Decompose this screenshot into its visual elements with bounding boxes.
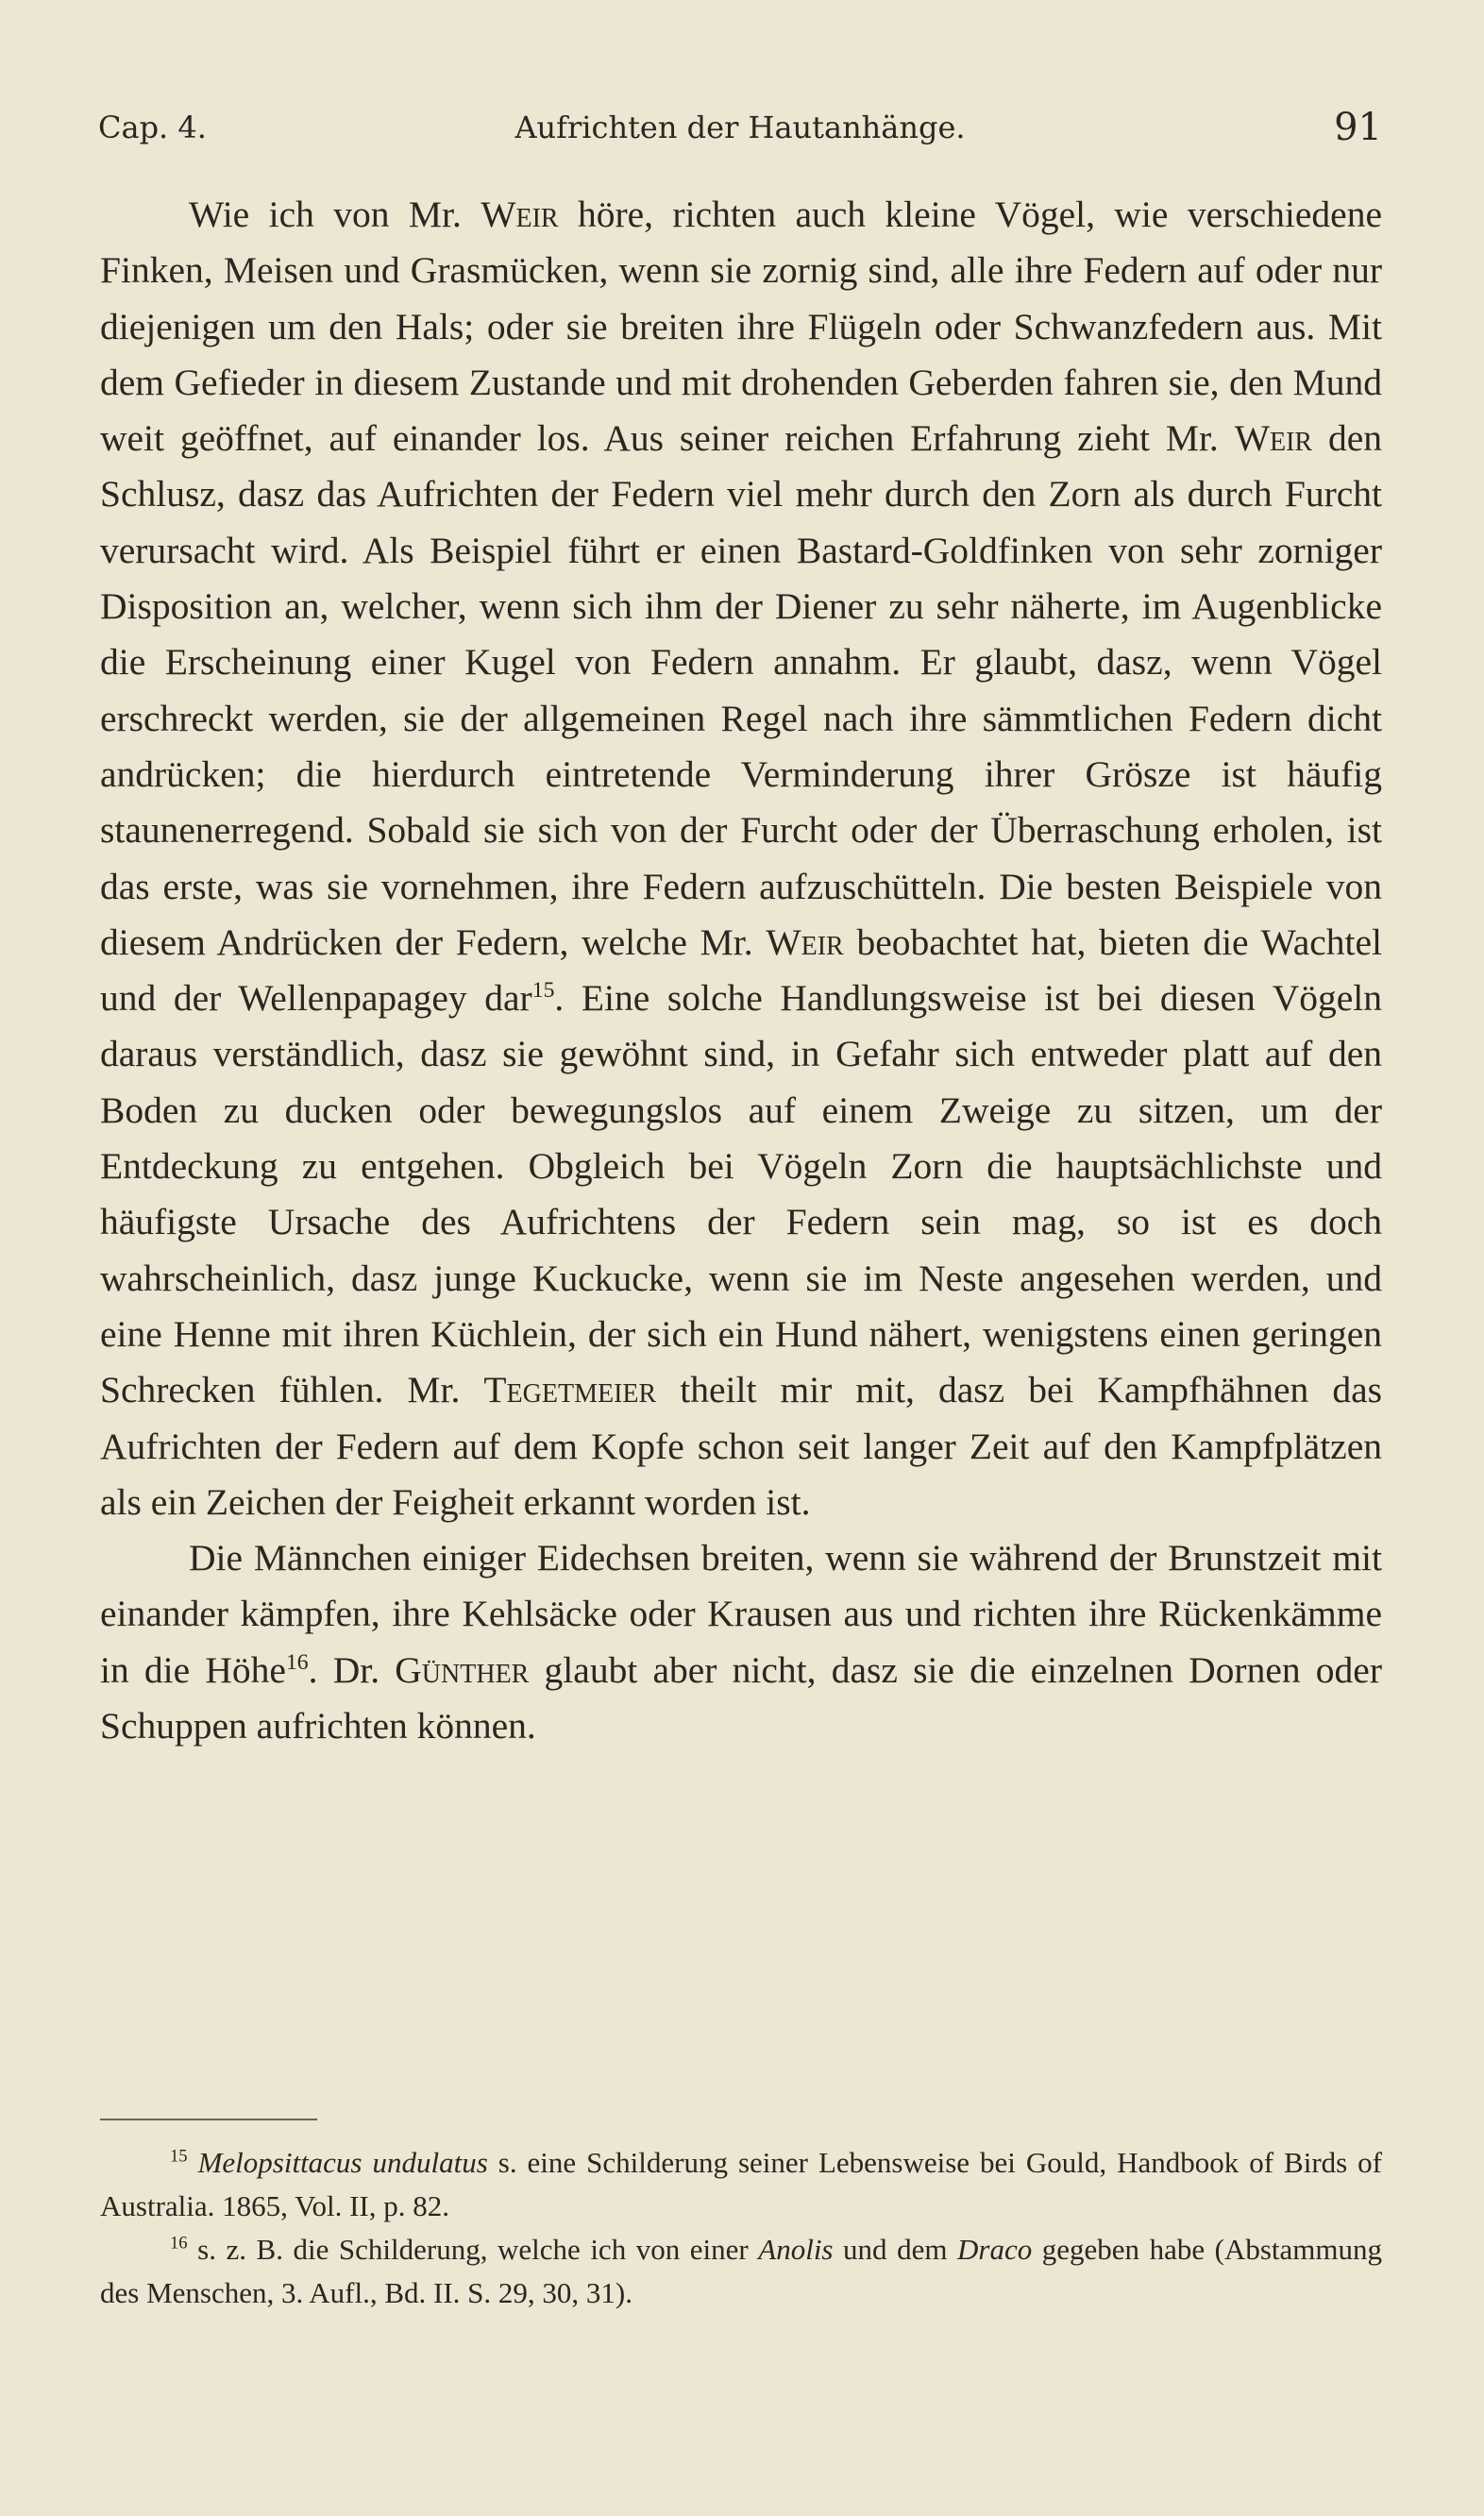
- text-run: höre, richten auch kleine Vögel, wie verschiedene Finken, Meisen und Grasmücken, wenn sie zornig sind, alle ihre Federn auf oder nur diejenigen um den Hals; oder sie breiten ihre Flügeln oder Schwanzfedern aus. Mit dem Gefieder in diesem Zustande und mit drohenden Geberden fahren sie, den Mund weit geöffnet, auf einander los. Aus seiner reichen Erfahrung zieht Mr.: [100, 194, 1382, 460]
- text-run: s. z. B. die Schilderung, welche ich von einer: [187, 2233, 759, 2266]
- text-run: Die Männchen einiger Eidechsen breiten, wenn sie während der Brunstzeit mit einander kämpfen, ihre Kehlsäcke oder Krausen aus und richten ihre Rückenkämme in die Höhe: [100, 1537, 1382, 1691]
- footnote-ref[interactable]: 16: [285, 1649, 309, 1675]
- page-number: 91: [1334, 106, 1382, 149]
- footnote-number: 15: [170, 2146, 188, 2167]
- text-run: . Dr.: [308, 1648, 396, 1691]
- species-name: Melopsittacus undulatus: [197, 2146, 488, 2179]
- running-title: Aufrichten der Hautanhänge.: [514, 110, 966, 145]
- text-run: s. eine Schilderung seiner Lebensweise bei Gould, Handbook of Birds of Australia. 1865, Vol. II, p. 82.: [100, 2146, 1383, 2222]
- text-run: und dem: [833, 2233, 957, 2266]
- author-name: Weir: [766, 920, 844, 963]
- chapter-label: Cap. 4.: [98, 110, 207, 145]
- footnote-number: 16: [170, 2233, 188, 2254]
- author-name: Tegetmeier: [483, 1369, 657, 1411]
- paragraph: [100, 187, 1382, 1530]
- paragraph: [100, 1530, 1382, 1754]
- footnotes: [100, 2141, 1382, 2315]
- footnote: [100, 2228, 1382, 2315]
- author-name: Günther: [395, 1648, 530, 1691]
- text-run: gegeben habe (Abstammung des Menschen, 3. Aufl., Bd. II. S. 29, 30, 31).: [100, 2233, 1383, 2309]
- text-run: glaubt aber nicht, dasz sie die einzelnen Dornen oder Schuppen aufrichten können.: [100, 1648, 1382, 1748]
- author-name: Weir: [1234, 417, 1313, 460]
- genus-name: Anolis: [758, 2233, 834, 2266]
- running-header: [98, 104, 1382, 151]
- text-run: Wie ich von Mr.: [189, 194, 481, 235]
- main-text: [100, 187, 1382, 1754]
- footnote-ref[interactable]: 15: [531, 978, 555, 1003]
- text-run: beobachtet hat, bieten die Wachtel und der Wellenpapagey dar: [100, 920, 1382, 1020]
- author-name: Weir: [481, 194, 559, 235]
- footnote: [100, 2141, 1382, 2228]
- footnote-divider: [100, 2119, 317, 2120]
- genus-name: Draco: [957, 2233, 1033, 2266]
- text-run: den Schlusz, dasz das Aufrichten der Federn viel mehr durch den Zorn als durch Furcht verursacht wird. Als Beispiel führt er einen Bastard-Goldfinken von sehr zorniger Disposition an, welcher, wenn sich ihm der Diener zu sehr näherte, im Augenblicke die Erscheinung einer Kugel von Federn annahm. Er glaubt, dasz, wenn Vögel erschreckt werden, sie der allgemeinen Regel nach ihre sämmtlichen Federn dicht andrücken; die hierdurch eintretende Verminderung ihrer Grösze ist häufig staunenerregend. Sobald sie sich von der Furcht oder der Überraschung erholen, ist das erste, was sie vornehmen, ihre Federn aufzuschütteln. Die besten Beispiele von diesem Andrücken der Federn, welche Mr.: [100, 417, 1382, 963]
- text-run: theilt mir mit, dasz bei Kampfhähnen das Aufrichten der Federn auf dem Kopfe schon seit langer Zeit auf den Kampfplätzen als ein Zeichen der Feigheit erkannt worden ist.: [100, 1369, 1382, 1523]
- text-run: . Eine solche Handlungsweise ist bei diesen Vögeln daraus verständlich, dasz sie gewöhnt sind, in Gefahr sich entweder platt auf den Boden zu ducken oder bewegungslos auf einem Zweige zu sitzen, um der Entdeckung zu entgehen. Obgleich bei Vögeln Zorn die hauptsächlichste und häufigste Ursache des Aufrichtens der Federn sein mag, so ist es doch wahrscheinlich, dasz junge Kuckucke, wenn sie im Neste angesehen werden, und eine Henne mit ihren Küchlein, der sich ein Hund nähert, wenigstens einen geringen Schrecken fühlen. Mr.: [100, 977, 1382, 1411]
